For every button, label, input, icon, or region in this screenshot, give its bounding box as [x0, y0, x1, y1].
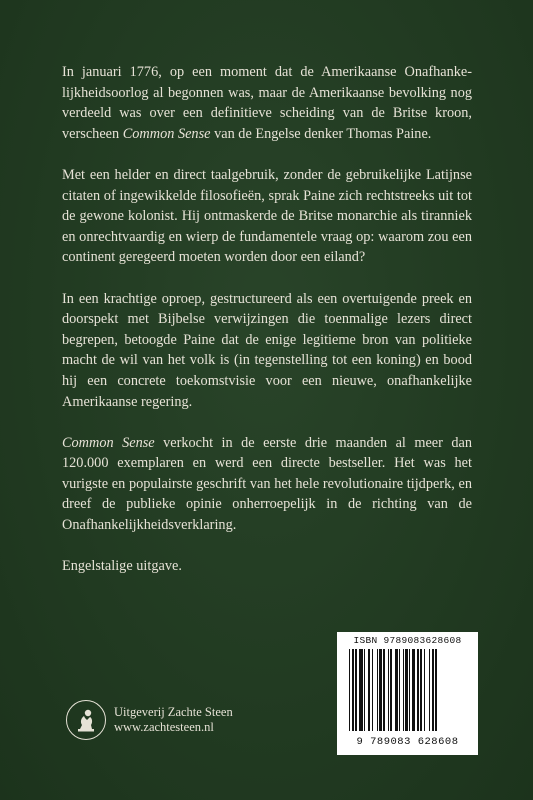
blurb-paragraph-2: Met een helder en direct taalgebruik, zonder de gebruikelijke Latijnse citaten of ingewikkelde filosofieën, sprak Paine zich rechtstreeks uit tot de gewone kolonist. Hij ontmaskerde de Britse monarchie als tiranniek en onrechtvaardig en wierp de fundamentele vraag op: waarom zou een continent geregeerd moeten worden door een eiland? — [62, 166, 472, 266]
barcode — [337, 632, 478, 755]
publisher-block — [66, 700, 233, 740]
barcode-digits: 9 789083 628608 — [356, 736, 459, 748]
thinker-statue-icon — [66, 700, 106, 740]
blurb-paragraph-1: In januari 1776, op een moment dat de Amerikaanse Onafhanke-lijkheidsoorlog al begonnen was, maar de Amerikaanse bevolking nog verdeeld was over een definitieve scheiding van de Britse kroon, verscheen Common Sense van de Engelse denker Thomas Paine. — [62, 64, 472, 142]
isbn-label: ISBN 9789083628608 — [353, 635, 462, 646]
barcode-bars — [349, 649, 469, 731]
barcode-bar — [437, 649, 440, 731]
title-italic: Common Sense — [122, 125, 211, 142]
publisher-website[interactable]: www.zachtesteen.nl — [114, 720, 214, 734]
publisher-text — [114, 705, 233, 735]
blurb-paragraph-5: Engelstalige uitgave. — [62, 558, 182, 575]
publisher-name: Uitgeverij Zachte Steen — [114, 705, 233, 719]
title-italic: Common Sense — [62, 434, 155, 451]
blurb-paragraph-3: In een krachtige oproep, gestructureerd als een overtuigende preek en doorspekt met Bijbelse verwijzingen die toenmalige lezers direct begrepen, betoogde Paine dat de enige legitieme bron van politieke macht de wil van het volk is (in tegenstelling tot een koning) en bood hij een concrete toekomstvisie voor een nieuwe, onafhankelijke Amerikaanse regering. — [62, 290, 472, 410]
blurb — [62, 62, 472, 597]
blurb-paragraph-4: Common Sense verkocht in de eerste drie maanden al meer dan 120.000 exemplaren en werd een directe bestseller. Het was het vurigste en populairste geschrift van het hele revolutionaire tijdperk, en dreef de publieke opinie onherroepelijk in de richting van de Onafhankelijkheidsverklaring. — [62, 434, 472, 534]
